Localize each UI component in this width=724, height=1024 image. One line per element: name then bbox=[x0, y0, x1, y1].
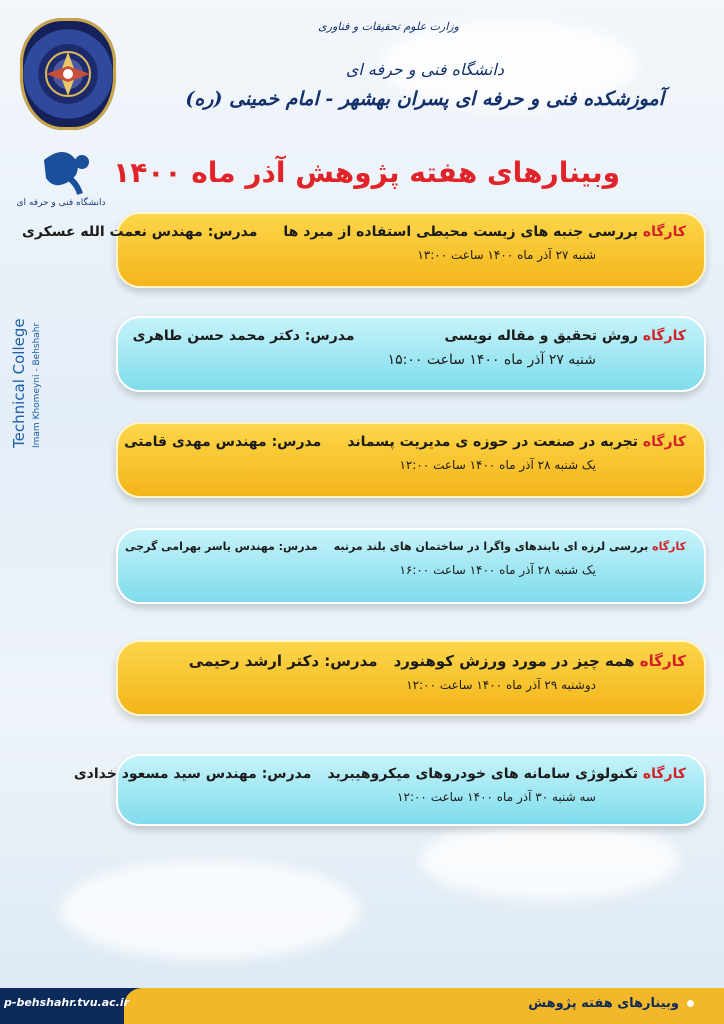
workshop-card bbox=[22, 212, 706, 288]
workshop-topic: تجربه در صنعت در حوزه ی مدیریت پسماند bbox=[347, 434, 638, 450]
footer-label bbox=[528, 996, 694, 1011]
workshop-label: کارگاه bbox=[639, 652, 686, 670]
background-cloud bbox=[60, 860, 360, 960]
college-name-vertical bbox=[10, 318, 50, 458]
workshop-label: کارگاه bbox=[642, 328, 686, 344]
workshop-schedule: شنبه ۲۷ آذر ماه ۱۴۰۰ ساعت ۱۵:۰۰ bbox=[387, 352, 596, 368]
workshop-title-row bbox=[73, 766, 686, 782]
workshop-topic: همه چیز در مورد ورزش کوهنورد bbox=[393, 652, 635, 670]
workshop-instructor: مدرس: دکتر ارشد رحیمی bbox=[188, 652, 378, 670]
workshop-card bbox=[116, 422, 706, 498]
university-name: دانشگاه فنی و حرفه ای bbox=[345, 60, 504, 79]
workshop-instructor: مدرس: مهندس نعمت الله عسکری bbox=[22, 224, 258, 240]
workshop-card bbox=[116, 528, 706, 604]
workshop-topic: تکنولوژی سامانه های خودروهای میکروهیبرید bbox=[327, 766, 638, 782]
workshop-schedule: یک شنبه ۲۸ آذر ماه ۱۴۰۰ ساعت ۱۶:۰۰ bbox=[399, 563, 596, 577]
ornament-pattern-icon bbox=[20, 18, 116, 130]
workshop-title-row bbox=[125, 540, 686, 553]
workshop-title-row bbox=[124, 434, 686, 450]
college-subtitle-english: Imam Khomeyni - Behshahr bbox=[32, 322, 42, 448]
workshop-title-row bbox=[132, 328, 686, 344]
workshop-topic: بررسی جنبه های زیست محیطی استفاده از مبرد ها bbox=[283, 224, 638, 240]
workshop-topic: روش تحقیق و مقاله نویسی bbox=[444, 328, 638, 344]
background-cloud bbox=[420, 820, 680, 900]
workshop-schedule: دوشنبه ۲۹ آذر ماه ۱۴۰۰ ساعت ۱۲:۰۰ bbox=[406, 678, 596, 692]
workshop-title-row bbox=[22, 224, 686, 240]
workshop-schedule: یک شنبه ۲۸ آذر ماه ۱۴۰۰ ساعت ۱۲:۰۰ bbox=[399, 458, 596, 472]
workshop-label: کارگاه bbox=[642, 766, 686, 782]
workshop-schedule: شنبه ۲۷ آذر ماه ۱۴۰۰ ساعت ۱۳:۰۰ bbox=[417, 248, 596, 262]
workshop-instructor: مدرس: مهندس مهدی قامتی bbox=[124, 434, 322, 450]
workshop-label: کارگاه bbox=[642, 434, 686, 450]
workshop-schedule: سه شنبه ۳۰ آذر ماه ۱۴۰۰ ساعت ۱۲:۰۰ bbox=[397, 790, 596, 804]
footer-bar bbox=[0, 988, 724, 1024]
college-name: آموزشکده فنی و حرفه ای پسران بهشهر - امام خمینی (ره) bbox=[185, 88, 664, 110]
workshop-card bbox=[73, 754, 706, 826]
bullet-icon bbox=[687, 1000, 694, 1007]
islamic-ornament-emblem bbox=[20, 18, 116, 130]
logo-caption: دانشگاه فنی و حرفه ای bbox=[16, 198, 106, 208]
university-logo-icon bbox=[24, 140, 104, 220]
footer-gold-strip bbox=[124, 988, 724, 1024]
workshop-instructor: مدرس: مهندس یاسر بهرامی گرجی bbox=[125, 540, 318, 553]
website-link[interactable]: p-behshahr.tvu.ac.ir bbox=[4, 996, 130, 1009]
workshop-label: کارگاه bbox=[642, 224, 686, 240]
page-title: وبینارهای هفته پژوهش آذر ماه ۱۴۰۰ bbox=[113, 156, 620, 189]
workshop-topic: بررسی لرزه ای بابندهای واگرا در ساختمان های بلند مرتبه bbox=[333, 540, 649, 553]
workshop-instructor: مدرس: مهندس سید مسعود خدادی bbox=[73, 766, 312, 782]
workshop-label: کارگاه bbox=[652, 540, 686, 553]
workshop-title-row bbox=[132, 652, 686, 670]
workshop-card bbox=[116, 640, 706, 716]
ministry-name: وزارت علوم تحقیقات و فناوری bbox=[318, 20, 459, 33]
college-name-english: Technical College bbox=[10, 318, 28, 448]
workshop-instructor: مدرس: دکتر محمد حسن طاهری bbox=[132, 328, 355, 344]
footer-label-text: وبینارهای هفته پژوهش bbox=[528, 996, 679, 1011]
workshop-card bbox=[116, 316, 706, 392]
